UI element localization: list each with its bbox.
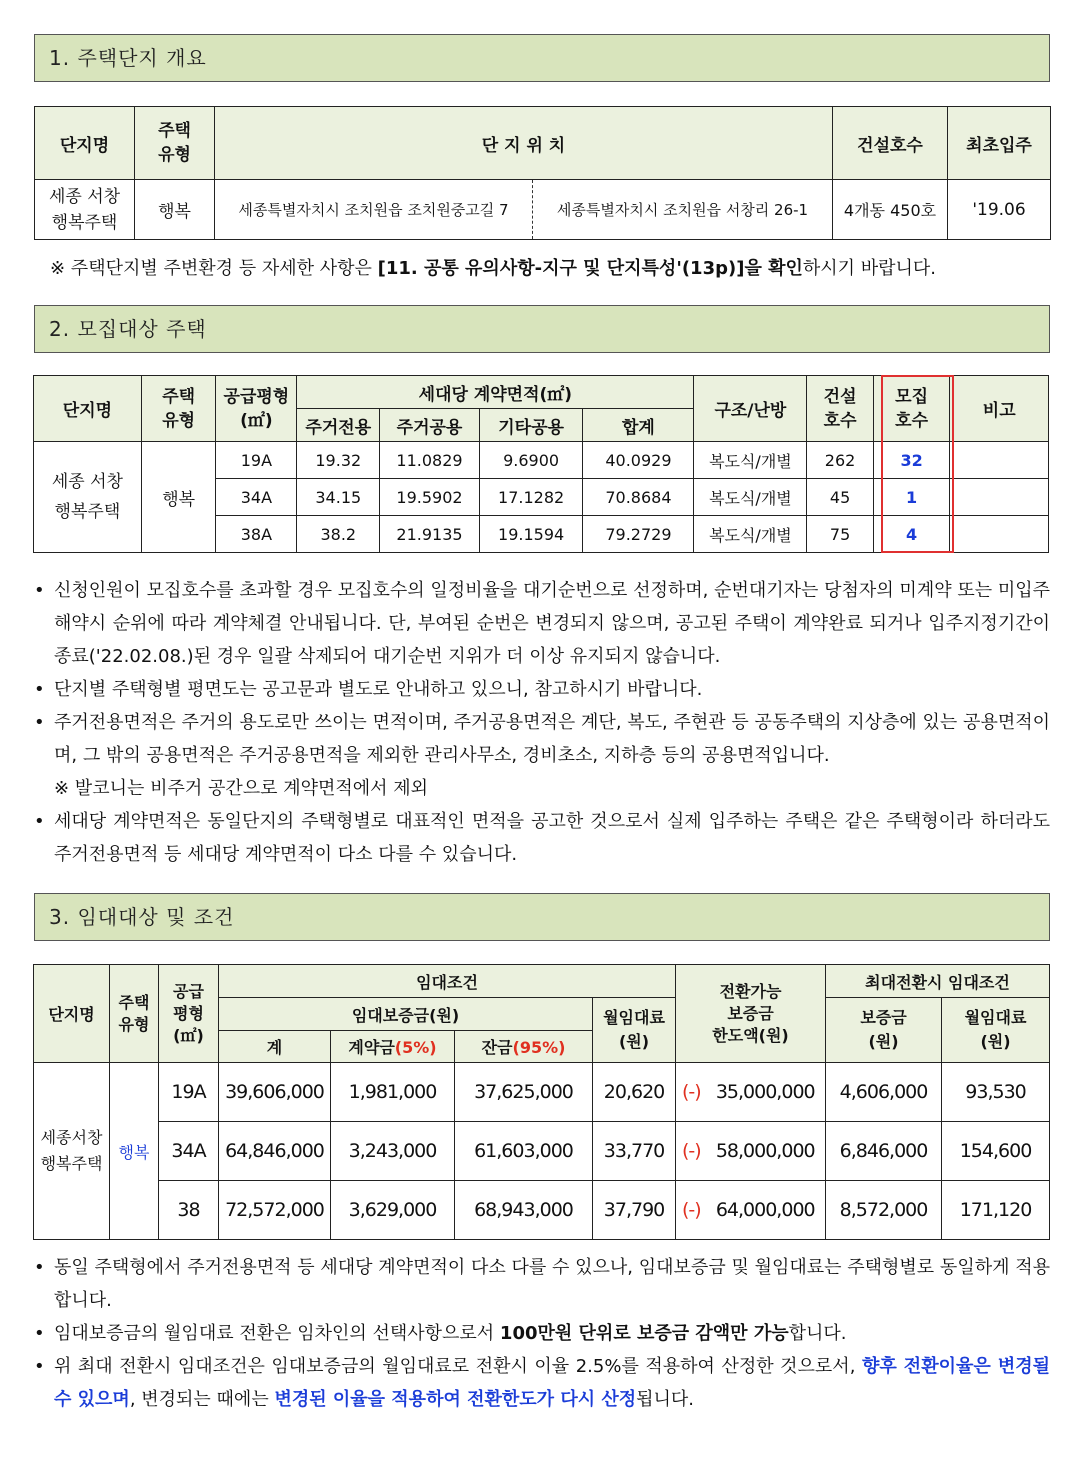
header-exclusive-area: 주거전용 — [297, 409, 380, 442]
header-max-monthly: 월임대료 (원) — [942, 998, 1050, 1063]
max-deposit: 4,606,000 — [826, 1063, 942, 1122]
remarks — [950, 442, 1049, 479]
exclusive-area: 19.32 — [297, 442, 380, 479]
header-house-type: 주택 유형 — [135, 107, 215, 180]
recruit-units: 4 — [873, 516, 950, 553]
header-convertible-deposit: 전환가능 보증금 한도액(원) — [676, 965, 826, 1063]
structure: 복도식/개별 — [694, 516, 807, 553]
rental-conditions-table — [33, 964, 1050, 1240]
other-common: 17.1282 — [479, 479, 583, 516]
header-total-area: 합계 — [583, 409, 694, 442]
supply-area: 34A — [159, 1122, 219, 1181]
header-location: 단 지 위 치 — [215, 107, 833, 180]
header-down-payment: 계약금(5%) — [331, 1031, 455, 1063]
max-deposit: 8,572,000 — [826, 1181, 942, 1240]
header-house-type: 주택 유형 — [141, 376, 216, 442]
header-deposit-total: 계 — [219, 1031, 331, 1063]
header-complex-name: 단지명 — [35, 107, 135, 180]
built-units: 45 — [807, 479, 873, 516]
supply-area: 19A — [216, 442, 297, 479]
monthly-rent: 20,620 — [593, 1063, 676, 1122]
section-title-overview: 1. 주택단지 개요 — [34, 34, 1050, 82]
header-common-area: 주거공용 — [380, 409, 480, 442]
location-address-2: 세종특별자치시 조치원읍 서창리 26-1 — [533, 180, 833, 240]
list-item: • 세대당 계약면적은 동일단지의 주택형별로 대표적인 면적을 공고한 것으로서 실제 입주하는 주택은 같은 주택형이라 하더라도 주거전용면적 등 세대당 계약면적이 다소 다를 수 있습니다. — [30, 805, 1050, 871]
exclusive-area: 34.15 — [297, 479, 380, 516]
down-payment: 3,629,000 — [331, 1181, 455, 1240]
header-recruit-units: 모집 호수 — [873, 376, 950, 442]
total-area: 40.0929 — [583, 442, 694, 479]
list-item: • 주거전용면적은 주거의 용도로만 쓰이는 면적이며, 주거공용면적은 계단, 복도, 주현관 등 공동주택의 지상층에 있는 공용면적이며, 그 밖의 공용면적은 주거공용면적을 제외한 관리사무소, 경비초소, 지하층 등의 공용면적입니다. ※ 발코니는 비주거 공간으로 계약면적에서 제외 — [30, 706, 1050, 805]
note-environment: ※ 주택단지별 주변환경 등 자세한 사항은 [11. 공통 유의사항-지구 및 단지특성'(13p)]을 확인하시기 바랍니다. — [50, 258, 937, 279]
supply-area: 38A — [216, 516, 297, 553]
complex-name: 세종 서창 행복주택 — [34, 442, 142, 553]
header-other-common: 기타공용 — [479, 409, 583, 442]
common-area: 21.9135 — [380, 516, 480, 553]
location-address-1: 세종특별자치시 조치원읍 조치원중고길 7 — [215, 180, 533, 240]
supply-area: 19A — [159, 1063, 219, 1122]
remarks — [950, 479, 1049, 516]
header-built-units: 건설 호수 — [807, 376, 873, 442]
convertible-deposit: (-) 35,000,000 — [676, 1063, 826, 1122]
structure: 복도식/개별 — [694, 442, 807, 479]
total-area: 70.8684 — [583, 479, 694, 516]
header-supply-area: 공급평형 (㎡) — [216, 376, 297, 442]
house-type: 행복 — [141, 442, 216, 553]
monthly-rent: 37,790 — [593, 1181, 676, 1240]
header-supply-area: 공급 평형 (㎡) — [159, 965, 219, 1063]
complex-name: 세종서창 행복주택 — [34, 1063, 110, 1240]
section-title-recruitment: 2. 모집대상 주택 — [34, 305, 1050, 353]
common-area: 19.5902 — [380, 479, 480, 516]
header-deposit: 임대보증금(원) — [219, 998, 593, 1031]
header-max-deposit: 보증금 (원) — [826, 998, 942, 1063]
house-type: 행복 — [135, 180, 215, 240]
down-payment: 1,981,000 — [331, 1063, 455, 1122]
deposit-total: 39,606,000 — [219, 1063, 331, 1122]
list-item: • 동일 주택형에서 주거전용면적 등 세대당 계약면적이 다소 다를 수 있으나, 임대보증금 및 월임대료는 주택형별로 동일하게 적용합니다. — [30, 1251, 1050, 1317]
deposit-total: 72,572,000 — [219, 1181, 331, 1240]
list-item: • 임대보증금의 월임대료 전환은 임차인의 선택사항으로서 100만원 단위로 보증금 감액만 가능합니다. — [30, 1317, 1050, 1350]
max-monthly: 171,120 — [942, 1181, 1050, 1240]
house-type: 행복 — [110, 1063, 159, 1240]
balance: 37,625,000 — [455, 1063, 593, 1122]
header-complex-name: 단지명 — [34, 376, 142, 442]
total-area: 79.2729 — [583, 516, 694, 553]
section-title-rental-conditions: 3. 임대대상 및 조건 — [34, 893, 1050, 941]
max-monthly: 154,600 — [942, 1122, 1050, 1181]
list-item: • 단지별 주택형별 평면도는 공고문과 별도로 안내하고 있으니, 참고하시기 바랍니다. — [30, 673, 1050, 706]
remarks — [950, 516, 1049, 553]
construction-units: 4개동 450호 — [833, 180, 948, 240]
complex-name: 세종 서창 행복주택 — [35, 180, 135, 240]
header-complex-name: 단지명 — [34, 965, 110, 1063]
balcony-note: ※ 발코니는 비주거 공간으로 계약면적에서 제외 — [54, 778, 429, 799]
recruitment-notes — [30, 574, 1050, 871]
balance: 68,943,000 — [455, 1181, 593, 1240]
common-area: 11.0829 — [380, 442, 480, 479]
recruit-units: 1 — [873, 479, 950, 516]
header-max-conversion: 최대전환시 임대조건 — [826, 965, 1050, 998]
header-units: 건설호수 — [833, 107, 948, 180]
other-common: 19.1594 — [479, 516, 583, 553]
rental-notes — [30, 1251, 1050, 1416]
deposit-total: 64,846,000 — [219, 1122, 331, 1181]
built-units: 262 — [807, 442, 873, 479]
exclusive-area: 38.2 — [297, 516, 380, 553]
complex-overview-table — [34, 106, 1051, 240]
max-monthly: 93,530 — [942, 1063, 1050, 1122]
first-move-in: '19.06 — [948, 180, 1051, 240]
structure: 복도식/개별 — [694, 479, 807, 516]
convertible-deposit: (-) 64,000,000 — [676, 1181, 826, 1240]
header-monthly-rent: 월임대료 (원) — [593, 998, 676, 1063]
header-rental-conditions: 임대조건 — [219, 965, 676, 998]
header-remarks: 비고 — [950, 376, 1049, 442]
max-deposit: 6,846,000 — [826, 1122, 942, 1181]
convertible-deposit: (-) 58,000,000 — [676, 1122, 826, 1181]
list-item: • 신청인원이 모집호수를 초과할 경우 모집호수의 일정비율을 대기순번으로 선정하며, 순번대기자는 당첨자의 미계약 또는 미입주 해약시 순위에 따라 계약체결 안내됩니다. 단, 부여된 순번은 변경되지 않으며, 공고된 주택이 계약완료 되거나 입주지정기간이 종료('22.02.08.)된 경우 일괄 삭제되어 대기순번 지위가 더 이상 유지되지 않습니다. — [30, 574, 1050, 673]
balance: 61,603,000 — [455, 1122, 593, 1181]
header-house-type: 주택 유형 — [110, 965, 159, 1063]
list-item: • 위 최대 전환시 임대조건은 임대보증금의 월임대료로 전환시 이율 2.5%를 적용하여 산정한 것으로서, 향후 전환이율은 변경될 수 있으며, 변경되는 때에는 변경된 이율을 적용하여 전환한도가 다시 산정됩니다. — [30, 1350, 1050, 1416]
header-balance: 잔금(95%) — [455, 1031, 593, 1063]
recruitment-table — [33, 375, 1049, 553]
monthly-rent: 33,770 — [593, 1122, 676, 1181]
header-structure: 구조/난방 — [694, 376, 807, 442]
header-first-move-in: 최초입주 — [948, 107, 1051, 180]
down-payment: 3,243,000 — [331, 1122, 455, 1181]
recruit-units: 32 — [873, 442, 950, 479]
other-common: 9.6900 — [479, 442, 583, 479]
supply-area: 38 — [159, 1181, 219, 1240]
supply-area: 34A — [216, 479, 297, 516]
built-units: 75 — [807, 516, 873, 553]
header-contract-area: 세대당 계약면적(㎡) — [297, 376, 694, 409]
